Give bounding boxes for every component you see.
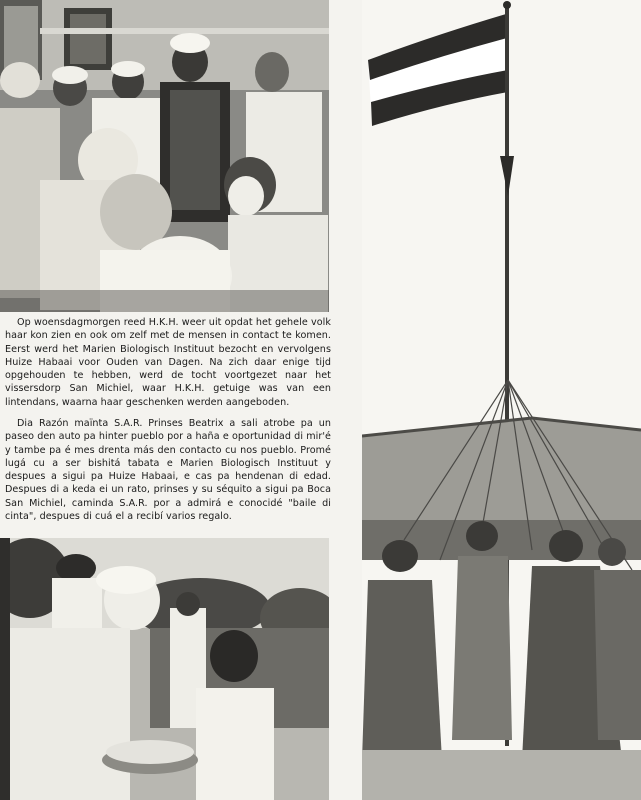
photo-ribbon-dance-image <box>362 0 641 800</box>
photo-visit-elderly-home <box>0 0 329 312</box>
photo-receiving-gifts <box>0 538 329 800</box>
caption-papiamento-text: Dia Razón maïnta S.A.R. Prinses Beatrix a sali atrobe pa un paseo den auto pa hinter pueblo por a haña e oportunidad di mir'é y tambe pa é mes drenta más den contacto cu nos pueblo. Promé lugá cu a ser bishitá tabata e Marien Biologisch Instituut y despues a sigui pa Huize Habaai, e cas pa hendenan di edad. Despues di a keda ei un rato, prinses y su séquito a sigui pa Boca San Michiel, caminda S.A.R. por a admirá e conocidé "baile di cinta", despues di cuá el a recibí varios regalo. <box>5 418 331 523</box>
caption-dutch-text: Op woensdagmorgen reed H.K.H. weer uit opdat het gehele volk haar kon zien en ook om zelf met de mensen in contact te komen. Eerst werd het Marien Biologisch Instituut bezocht en vervolgens Huize Habaai voor Ouden van Dagen. Na zich daar enige tijd opgehouden te hebben, werd de tocht voortgezet naar het vissersdorp San Michiel, waar H.K.H. getuige was van een lintendans, waarna haar geschenken werden aangeboden. <box>5 317 331 408</box>
photo-receiving-gifts-image <box>0 538 329 800</box>
photo-visit-elderly-home-image <box>0 0 329 312</box>
caption-papiamento <box>5 417 331 523</box>
caption-dutch <box>5 316 331 409</box>
photo-ribbon-dance <box>362 0 641 800</box>
